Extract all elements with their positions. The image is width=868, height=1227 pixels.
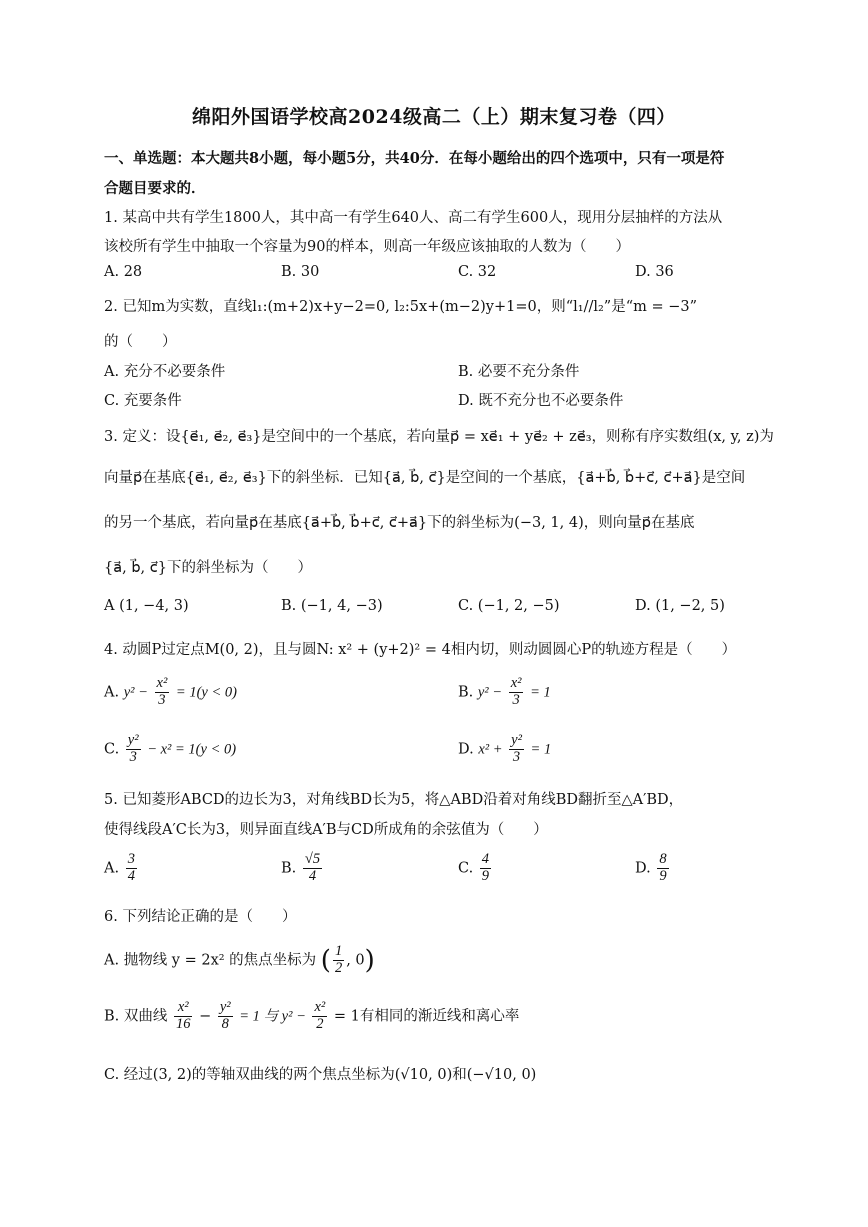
option-label: C. [104, 741, 120, 758]
math-text: = 1 [530, 741, 552, 758]
numerator: x² [156, 675, 168, 691]
option-text: A. 抛物线 y = 2x² 的焦点坐标为 [104, 952, 317, 969]
math-text: , 0 [346, 952, 365, 969]
close-paren: ) [364, 945, 375, 976]
section-header-line-1: 一、单选题：本大题共8小题，每小题5分，共40分．在每小题给出的四个选项中，只有一项是符 [104, 150, 725, 167]
numerator: √5 [304, 851, 321, 867]
question-5-option-c [458, 852, 493, 885]
fraction [480, 852, 491, 885]
math-text: − x² = 1(y < 0) [147, 741, 237, 758]
question-3-option-b: B. (−1, 4, −3) [281, 598, 383, 614]
denominator: 16 [175, 1015, 191, 1032]
question-1-option-c: C. 32 [458, 264, 497, 280]
option-label: D. [635, 860, 651, 877]
question-6-option-b-content [104, 1000, 519, 1033]
denominator: 4 [308, 867, 317, 884]
question-5-option-d [635, 852, 671, 885]
fraction [657, 852, 668, 885]
question-4-option-d [458, 733, 551, 766]
fraction [312, 1000, 327, 1033]
open-paren: ( [320, 945, 331, 976]
question-3-line-4: {a⃗, b⃗, c⃗}下的斜坐标为（ ） [104, 560, 312, 576]
question-3-option-d: D. (1, −2, 5) [635, 598, 725, 614]
denominator: 2 [316, 1015, 324, 1032]
question-2-line-1: 2. 已知m为实数，直线l₁:(m+2)x+y−2=0, l₂:5x+(m−2)y+1=0，则“l₁//l₂”是“m = −3” [104, 299, 698, 315]
question-4-option-b [458, 676, 551, 709]
fraction [509, 733, 524, 766]
fraction [126, 852, 137, 885]
question-1-option-a: A. 28 [104, 264, 143, 280]
numerator: y² [219, 999, 231, 1015]
numerator: y² [127, 732, 139, 748]
fraction [155, 676, 170, 709]
option-label: D. [458, 741, 474, 758]
question-6-option-a-content [104, 944, 375, 977]
question-4-line-1: 4. 动圆P过定点M(0, 2)，且与圆N: x² + (y+2)² = 4相内切，则动圆圆心P的轨迹方程是（ ） [104, 642, 737, 658]
fraction [303, 852, 322, 885]
question-2-option-b: B. 必要不充分条件 [458, 364, 580, 380]
question-2-option-d: D. 既不充分也不必要条件 [458, 393, 624, 409]
question-4-option-c [104, 733, 236, 766]
denominator: 3 [512, 748, 521, 765]
page-title: 绵阳外国语学校高2024级高二（上）期末复习卷（四） [192, 106, 676, 128]
option-text: B. 双曲线 [104, 1008, 168, 1025]
question-3-option-a: A (1, −4, 3) [104, 598, 189, 614]
numerator: 8 [659, 851, 667, 867]
option-label: A. [104, 860, 120, 877]
math-text: = 1(y < 0) [175, 684, 237, 701]
denominator: 2 [334, 959, 343, 976]
question-3-line-2: 向量p⃗在基底{e⃗₁, e⃗₂, e⃗₃}下的斜坐标．已知{a⃗, b⃗, c⃗}是空间的一个基底，{a⃗+b⃗, b⃗+c⃗, c⃗+a⃗}是空间 [104, 470, 746, 486]
option-label: B. [281, 860, 297, 877]
numerator: 3 [127, 851, 135, 867]
denominator: 9 [659, 867, 667, 884]
option-label: B. [458, 684, 474, 701]
option-text: = 1有相同的渐近线和离心率 [333, 1008, 520, 1025]
question-6-line-1: 6. 下列结论正确的是（ ） [104, 909, 297, 925]
numerator: 1 [334, 943, 343, 959]
numerator: x² [314, 999, 326, 1015]
question-1-line-1: 1. 某高中共有学生1800人，其中高一有学生640人、高二有学生600人，现用分层抽样的方法从 [104, 210, 723, 226]
fraction [174, 1000, 193, 1033]
math-text: y² − [123, 684, 148, 701]
question-6-option-c: C. 经过(3, 2)的等轴双曲线的两个焦点坐标为(√10, 0)和(−√10, 0) [104, 1067, 537, 1083]
denominator: 3 [129, 748, 137, 765]
question-3-option-c: C. (−1, 2, −5) [458, 598, 560, 614]
denominator: 8 [221, 1015, 229, 1032]
numerator: x² [174, 1000, 193, 1017]
numerator: y² [511, 732, 522, 748]
question-4-option-a [104, 676, 237, 709]
numerator: 4 [481, 851, 490, 867]
denominator: 4 [127, 867, 135, 884]
question-1-option-b: B. 30 [281, 264, 320, 280]
math-text: − [199, 1008, 212, 1025]
denominator: 9 [481, 867, 490, 884]
denominator: 3 [512, 691, 520, 708]
math-text: y² − [477, 684, 503, 701]
question-2-option-c: C. 充要条件 [104, 393, 182, 409]
question-5-line-1: 5. 已知菱形ABCD的边长为3，对角线BD长为5，将△ABD沿着对角线BD翻折至△A′BD， [104, 792, 684, 808]
fraction [126, 733, 141, 766]
fraction [218, 1000, 233, 1033]
math-text: x² + [478, 741, 503, 758]
math-text: = 1 [530, 684, 551, 701]
math-text: = 1 与 y² − [239, 1008, 306, 1025]
fraction [509, 676, 524, 709]
question-5-option-a [104, 852, 139, 885]
question-1-line-2: 该校所有学生中抽取一个容量为90的样本，则高一年级应该抽取的人数为（ ） [104, 239, 630, 255]
option-label: A. [104, 684, 120, 701]
fraction [333, 944, 344, 977]
question-5-option-b [281, 852, 324, 885]
denominator: 3 [158, 691, 166, 708]
question-2-option-a: A. 充分不必要条件 [104, 364, 226, 380]
question-3-line-1: 3. 定义：设{e⃗₁, e⃗₂, e⃗₃}是空间中的一个基底，若向量p⃗ = xe⃗₁ + ye⃗₂ + ze⃗₃，则称有序实数组(x, y, z)为 [104, 429, 774, 445]
numerator: x² [510, 675, 522, 691]
option-label: C. [458, 860, 474, 877]
section-header-line-2: 合题目要求的． [104, 180, 206, 197]
question-5-line-2: 使得线段A′C长为3，则异面直线A′B与CD所成角的余弦值为（ ） [104, 822, 548, 838]
question-3-line-3: 的另一个基底，若向量p⃗在基底{a⃗+b⃗, b⃗+c⃗, c⃗+a⃗}下的斜坐标为(−3, 1, 4)，则向量p⃗在基底 [104, 515, 695, 531]
question-2-line-2: 的（ ） [104, 334, 177, 350]
question-1-option-d: D. 36 [635, 264, 674, 280]
